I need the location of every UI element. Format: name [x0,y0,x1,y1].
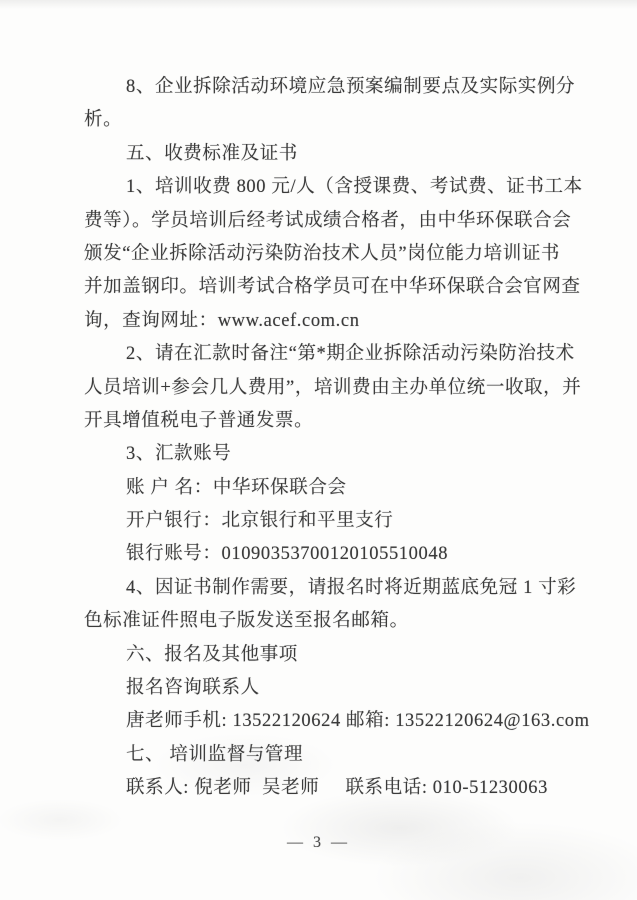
document-line: 开户银行：北京银行和平里支行 [126,511,394,532]
document-line: 唐老师手机: 13522120624 邮箱: 13522120624@163.com [126,711,590,732]
document-line: 4、因证书制作需要，请报名时将近期蓝底免冠 1 寸彩 [126,577,577,598]
document-line: 报名咨询联系人 [126,678,260,699]
document-line: 开具增值税电子普通发票。 [84,410,314,431]
document-line: 析。 [84,110,123,131]
document-line: 五、收费标准及证书 [126,143,298,164]
document-line: 账 户 名：中华环保联合会 [126,477,347,498]
document-line: 1、培训收费 800 元/人（含授课费、考试费、证书工本 [126,177,583,198]
document-line: 银行账号：01090353700120105510048 [126,544,449,565]
document-line: 六、报名及其他事项 [126,644,298,665]
document-line: 联系人: 倪老师 吴老师 联系电话: 010-51230063 [126,778,548,799]
document-line: 询，查询网址：www.acef.com.cn [84,310,360,331]
document-line: 3、汇款账号 [126,444,232,465]
document-line: 色标准证件照电子版发送至报名邮箱。 [84,611,409,632]
document-line: 费等）。学员培训后经考试成绩合格者，由中华环保联合会 [84,210,572,231]
document-line: 七、 培训监督与管理 [126,744,304,765]
document-line: 2、请在汇款时备注“第*期企业拆除活动污染防治技术 [126,344,575,365]
document-line: 颁发“企业拆除活动污染防治技术人员”岗位能力培训证书 [84,243,561,264]
document-body [84,71,590,806]
document-line: 人员培训+参会几人费用”，培训费由主办单位统一收取，并 [84,377,582,398]
page-number: — 3 — [287,834,350,851]
document-line: 并加盖钢印。培训考试合格学员可在中华环保联合会官网查 [84,277,581,298]
document-line: 8、企业拆除活动环境应急预案编制要点及实际实例分 [126,77,576,97]
